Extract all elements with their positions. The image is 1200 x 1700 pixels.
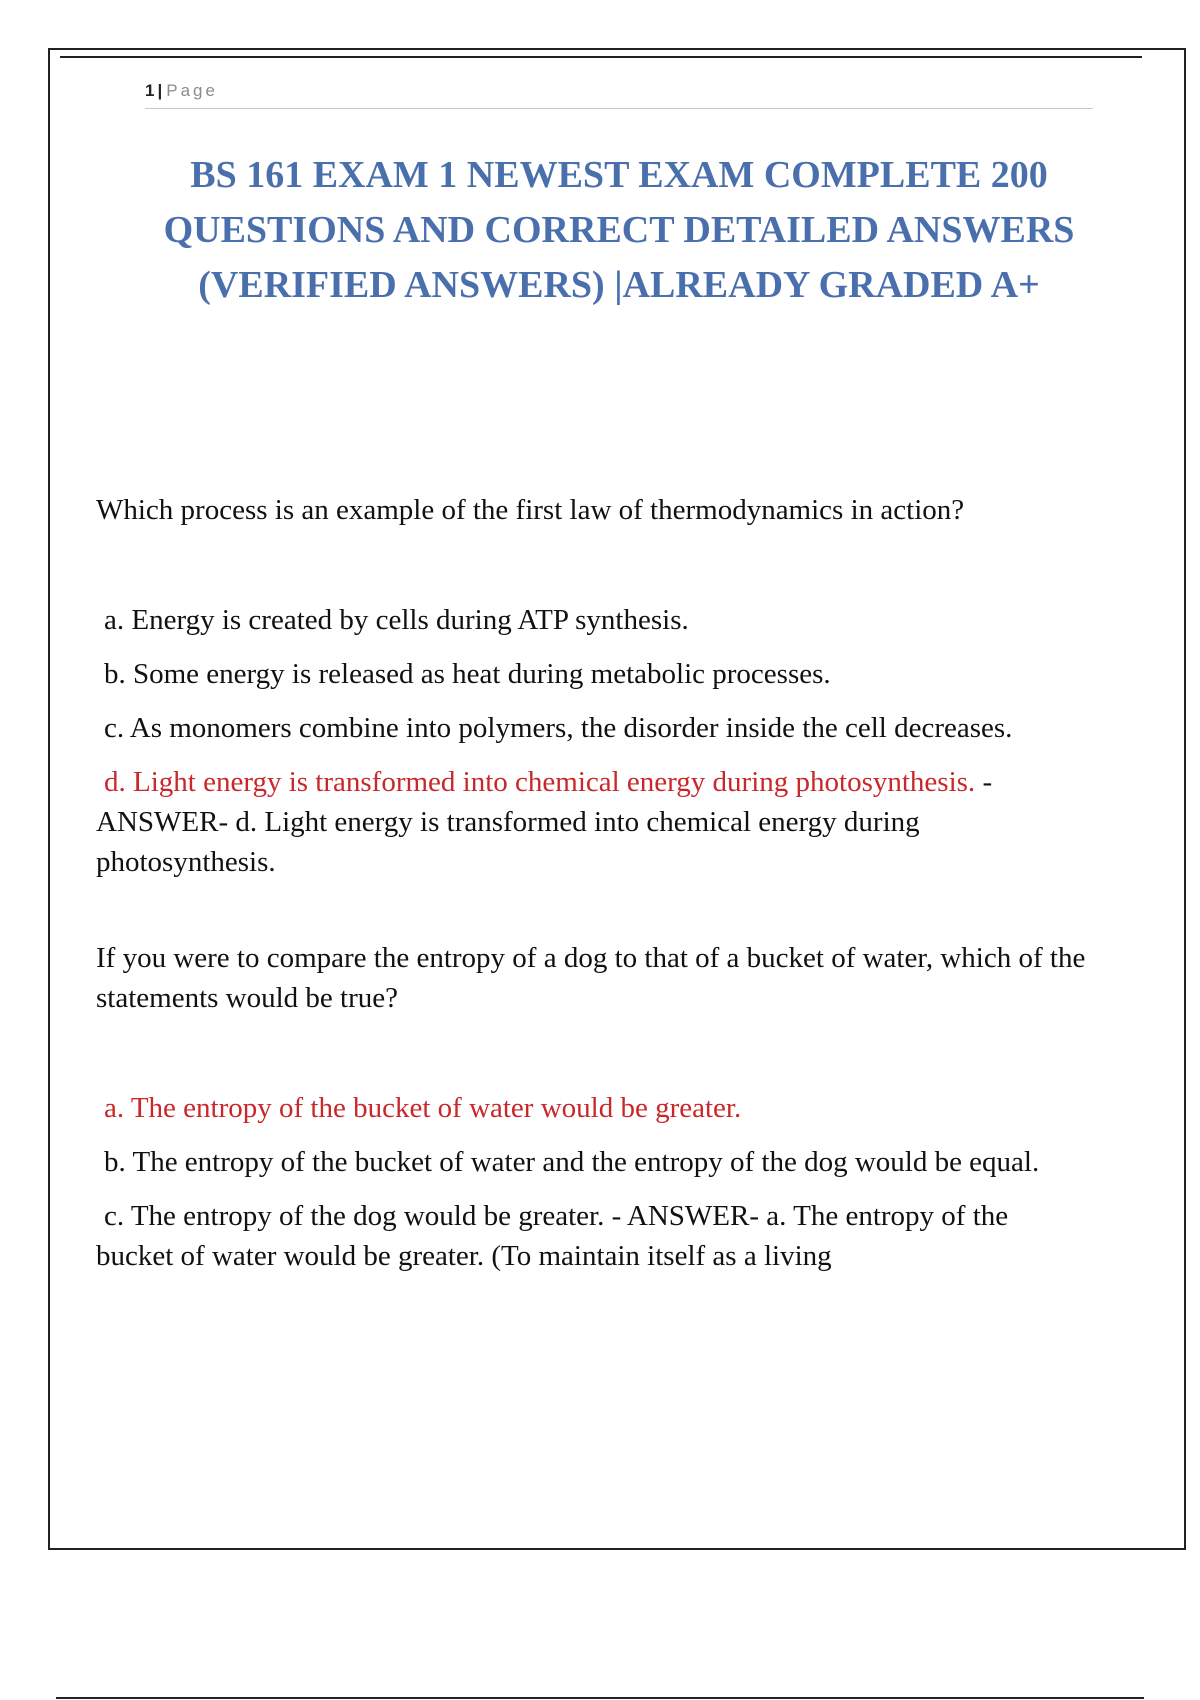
question-1-option-b: b. Some energy is released as heat during metabolic processes. <box>104 658 831 690</box>
page-separator: | <box>157 81 163 100</box>
page-label: Page <box>166 81 218 100</box>
question-2-option-b: b. The entropy of the bucket of water and the entropy of the dog would be equal. <box>104 1146 1040 1178</box>
question-1-option-c: c. As monomers combine into polymers, the disorder inside the cell decreases. <box>104 712 1013 744</box>
question-1-text: Which process is an example of the first law of thermodynamics in action? <box>96 494 965 526</box>
question-1-correct-option: d. Light energy is transformed into chemical energy during photosynthesis. <box>104 766 976 798</box>
top-rule <box>60 56 1142 58</box>
document-title: BS 161 EXAM 1 NEWEST EXAM COMPLETE 200 QUESTIONS AND CORRECT DETAILED ANSWERS (VERIFIED ANSWERS) |ALREADY GRADED A+ <box>163 154 1075 306</box>
question-1-option-a: a. Energy is created by cells during ATP synthesis. <box>104 604 689 636</box>
page-number: 1 <box>145 81 155 100</box>
question-2-text: If you were to compare the entropy of a dog to that of a bucket of water, which of the statements would be true? <box>96 942 1086 1014</box>
document-body <box>96 490 1086 1290</box>
page-header <box>145 74 1093 109</box>
bottom-rule <box>56 1697 1144 1699</box>
question-2-correct-option: a. The entropy of the bucket of water would be greater. <box>104 1092 742 1124</box>
question-2-option-c: c. The entropy of the dog would be greater. - ANSWER- a. The entropy of the bucket of water would be greater. (To maintain itself as a living <box>96 1200 1009 1272</box>
question-1-answer: - ANSWER- d. Light energy is transformed into chemical energy during photosynthesis. <box>96 766 993 878</box>
question-1-option-d <box>96 762 1086 882</box>
